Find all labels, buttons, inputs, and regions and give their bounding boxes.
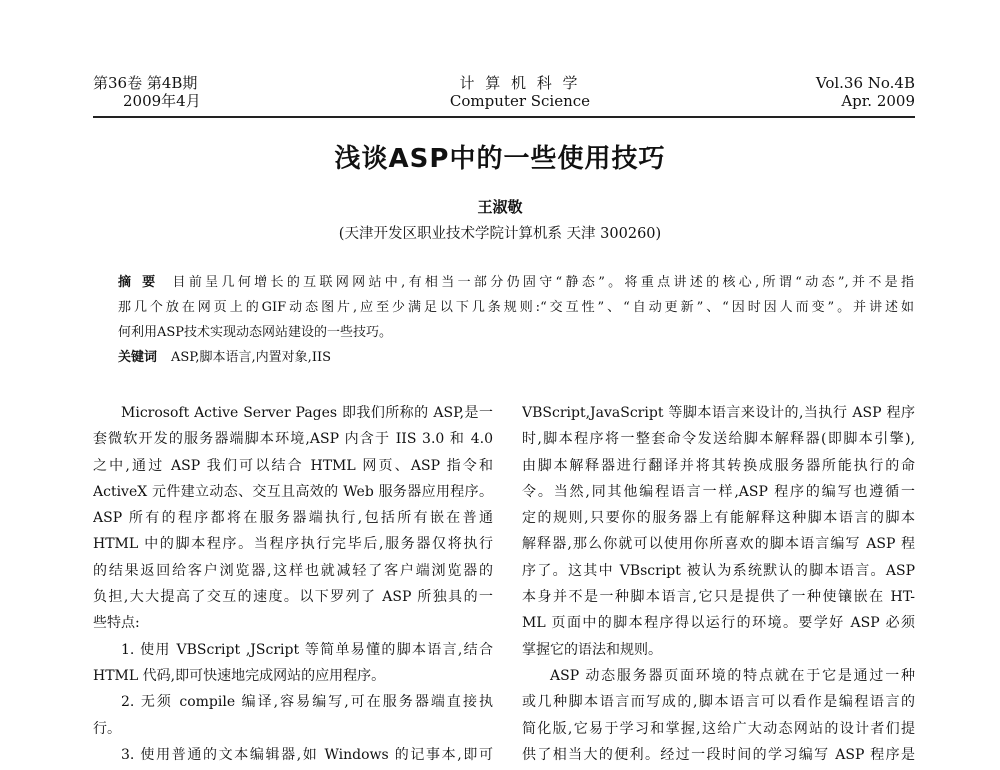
body-line: 3. 使用普通的文本编辑器,如 Windows 的记事本,即可: [121, 746, 493, 763]
body-line: 之中,通过 ASP 我们可以结合 HTML 网页、ASP 指令和: [93, 457, 493, 474]
body-line: VBScript,JavaScript 等脚本语言来设计的,当执行 ASP 程序: [522, 405, 915, 421]
body-line: 简化版,它易于学习和掌握,这给广大动态网站的设计者们提: [522, 720, 915, 737]
journal-name-english: Computer Science: [449, 92, 591, 110]
body-line: 套微软开发的服务器端脚本环境,ASP 内含于 IIS 3.0 和 4.0: [93, 431, 493, 448]
body-line: 供了相当大的便利。经过一段时间的学习编写 ASP 程序是: [522, 746, 915, 763]
body-line: HTML 代码,即可快速地完成网站的应用程序。: [93, 667, 386, 684]
journal-name-chinese: 计 算 机 科 学: [459, 74, 581, 92]
body-line: ASP 动态服务器页面环境的特点就在于它是通过一种: [550, 667, 915, 684]
body-line: 1. 使用 VBScript ,JScript 等简单易懂的脚本语言,结合: [121, 641, 493, 658]
body-line: 掌握它的语法和规则。: [522, 641, 662, 658]
keywords-text: ASP,脚本语言,内置对象,IIS: [171, 350, 331, 365]
issue-date-english: Apr. 2009: [841, 92, 915, 110]
body-line: 解释器,那么你就可以使用你所喜欢的脚本语言编写 ASP 程: [522, 536, 915, 553]
abstract-line: 那几个放在网页上的GIF动态图片,应至少满足以下几条规则:“交互性”、“自动更新”、“因时因人而变”。并讲述如: [118, 300, 914, 315]
author: 王淑敬: [477, 198, 523, 216]
abstract: [118, 273, 914, 373]
body-line: 时,脚本程序将一整套命令发送给脚本解释器(即脚本引擎),: [522, 431, 915, 448]
body-line: Microsoft Active Server Pages 即我们所称的 ASP,是一: [121, 405, 493, 421]
header-rule: [93, 116, 915, 118]
keywords: [118, 348, 914, 373]
paper-title: 浅谈ASP中的一些使用技巧: [334, 144, 666, 174]
issue-date: 2009年4月: [123, 92, 201, 110]
body-column-right: [522, 402, 915, 770]
body-line: 负担,大大提高了交互的速度。以下罗列了 ASP 所独具的一: [93, 589, 493, 606]
keywords-label: 关键词: [118, 350, 158, 365]
affiliation: (天津开发区职业技术学院计算机系 天津 300260): [338, 226, 662, 242]
volume-issue-english: Vol.36 No.4B: [815, 74, 915, 92]
volume-issue: 第36卷 第4B期: [93, 74, 198, 92]
body-column-left: [93, 402, 493, 770]
body-line: 定的规则,只要你的服务器上有能解释这种脚本语言的脚本: [522, 510, 915, 527]
body-line: 令。当然,同其他编程语言一样,ASP 程序的编写也遵循一: [522, 483, 915, 500]
abstract-label: 摘 要: [118, 275, 159, 290]
body-line: 本身并不是一种脚本语言,它只是提供了一种使镶嵌在 HT-: [522, 589, 915, 606]
body-line: ASP 所有的程序都将在服务器端执行,包括所有嵌在普通: [93, 510, 493, 527]
body-line: 序了。这其中 VBscript 被认为系统默认的脚本语言。ASP: [522, 562, 915, 579]
abstract-line: 摘 要 目前呈几何增长的互联网网站中,有相当一部分仍固守“静态”。将重点讲述的核心,所谓“动态”,并不是指: [118, 275, 914, 290]
body-line: HTML 中的脚本程序。当程序执行完毕后,服务器仅将执行: [93, 536, 493, 553]
body-line: 2. 无须 compile 编译,容易编写,可在服务器端直接执: [121, 694, 493, 711]
body-line: 的结果返回给客户浏览器,这样也就减轻了客户端浏览器的: [93, 562, 493, 579]
body-line: 由脚本解释器进行翻译并将其转换成服务器所能执行的命: [522, 457, 915, 474]
body-line: 些特点:: [93, 615, 140, 632]
abstract-line: 何利用ASP技术实现动态网站建设的一些技巧。: [118, 325, 393, 340]
body-line: 或几种脚本语言而写成的,脚本语言可以看作是编程语言的: [522, 694, 915, 711]
journal-volume-english: [816, 74, 915, 110]
body-line: ActiveX 元件建立动态、交互且高效的 Web 服务器应用程序。: [93, 483, 493, 500]
body-line: 行。: [93, 720, 121, 737]
body-line: ML 页面中的脚本程序得以运行的环境。要学好 ASP 必须: [522, 615, 915, 632]
